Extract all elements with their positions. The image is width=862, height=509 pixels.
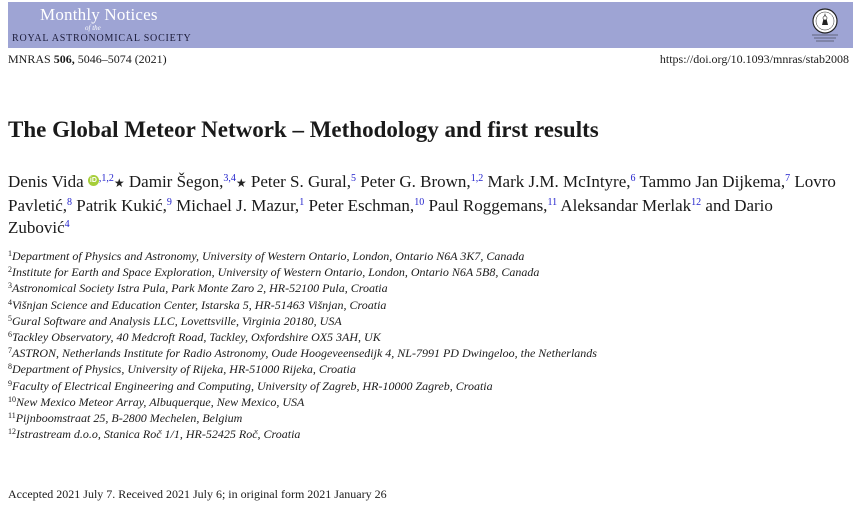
journal-society: ROYAL ASTRONOMICAL SOCIETY bbox=[12, 33, 192, 44]
paper-title: The Global Meteor Network – Methodology and first results bbox=[8, 117, 599, 142]
journal-banner bbox=[8, 2, 853, 48]
affil-number: 3 bbox=[8, 281, 12, 291]
affil-text: Gural Software and Analysis LLC, Lovettsville, Virginia 20180, USA bbox=[12, 313, 342, 328]
author-name[interactable]: Peter G. Brown, bbox=[360, 172, 471, 191]
affil-ref[interactable]: 4 bbox=[64, 219, 70, 230]
affil-number: 1 bbox=[8, 249, 12, 258]
author-name[interactable]: Paul Roggemans, bbox=[428, 195, 548, 215]
affiliation-list bbox=[8, 248, 597, 442]
affil-ref[interactable]: 1,2 bbox=[470, 173, 484, 184]
affil-number: 11 bbox=[8, 410, 16, 420]
journal-name-of: of the bbox=[85, 24, 101, 32]
affil-text: Astronomical Society Istra Pula, Park Monte Zaro 2, HR-52100 Pula, Croatia bbox=[12, 281, 388, 296]
affil-ref[interactable]: 10 bbox=[414, 196, 425, 208]
author-name[interactable]: Denis Vida bbox=[8, 172, 84, 191]
author-name[interactable]: Damir Šegon, bbox=[128, 172, 224, 191]
affiliation bbox=[8, 394, 597, 410]
affil-number: 8 bbox=[8, 362, 12, 372]
author-name[interactable]: Aleksandar Merlak bbox=[560, 195, 692, 215]
affil-number: 4 bbox=[8, 297, 12, 307]
affil-ref[interactable]: 6 bbox=[630, 173, 636, 184]
author-name[interactable]: Mark J.M. McIntyre, bbox=[487, 172, 631, 191]
volume: 506, bbox=[53, 52, 75, 66]
affil-ref[interactable]: 12 bbox=[691, 196, 702, 208]
author-joiner: and bbox=[705, 195, 730, 215]
affil-text: New Mexico Meteor Array, Albuquerque, New Mexico, USA bbox=[16, 394, 305, 409]
affil-text: Institute for Earth and Space Exploration, University of Western Ontario, London, Ontario N6A 5B8, Canada bbox=[12, 265, 540, 280]
doi-link[interactable]: https://doi.org/10.1093/mnras/stab2008 bbox=[659, 52, 849, 66]
author-name[interactable]: Lovro Pavletić, bbox=[8, 172, 836, 215]
author-name[interactable]: Peter S. Gural, bbox=[250, 172, 351, 191]
affil-text: Tackley Observatory, 40 Medcroft Road, Tackley, Oxfordshire OX5 3AH, UK bbox=[12, 329, 381, 344]
affil-text: Faculty of Electrical Engineering and Computing, University of Zagreb, HR-10000 Zagreb, Croatia bbox=[12, 378, 493, 393]
affiliation bbox=[8, 410, 597, 426]
affiliation bbox=[8, 426, 597, 442]
affiliation bbox=[8, 361, 597, 377]
affiliation bbox=[8, 378, 597, 394]
accepted-dates: Accepted 2021 July 7. Received 2021 July 6; in original form 2021 January 26 bbox=[8, 487, 387, 501]
affil-ref[interactable]: 9 bbox=[166, 196, 172, 208]
affil-text: Pijnboomstraat 25, B-2800 Mechelen, Belgium bbox=[15, 410, 243, 425]
pages-year: 5046–5074 (2021) bbox=[77, 52, 167, 66]
affil-number: 12 bbox=[8, 427, 16, 437]
affil-ref[interactable]: 11 bbox=[547, 196, 558, 208]
affil-text: ASTRON, Netherlands Institute for Radio Astronomy, Oude Hoogeveensedijk 4, NL-7991 PD Dwingeloo, the Netherlands bbox=[12, 346, 597, 361]
affil-number: 2 bbox=[8, 265, 12, 275]
affil-number: 10 bbox=[8, 394, 16, 404]
affil-number: 5 bbox=[8, 313, 12, 323]
affil-ref[interactable]: 1 bbox=[299, 196, 305, 208]
affil-text: Istrastream d.o.o, Stanica Roč 1/1, HR-52425 Roč, Croatia bbox=[16, 427, 301, 442]
author-name[interactable]: Tammo Jan Dijkema, bbox=[639, 172, 786, 191]
affil-ref[interactable]: 3,4 bbox=[223, 173, 236, 184]
affil-number: 9 bbox=[8, 378, 12, 388]
ras-seal-icon bbox=[807, 6, 843, 44]
citation bbox=[8, 52, 167, 67]
affil-text: Višnjan Science and Education Center, Istarska 5, HR-51463 Višnjan, Croatia bbox=[12, 297, 387, 312]
author-list bbox=[8, 171, 838, 240]
affiliation bbox=[8, 264, 597, 280]
author-name[interactable]: Dario Zubović bbox=[8, 195, 773, 237]
affil-number: 7 bbox=[8, 346, 12, 356]
journal-abbr: MNRAS bbox=[8, 52, 51, 66]
affil-text: Department of Physics, University of Rijeka, HR-51000 Rijeka, Croatia bbox=[12, 362, 356, 377]
author-name[interactable]: Peter Eschman, bbox=[308, 195, 415, 215]
corresponding-star: ★ bbox=[235, 176, 247, 190]
journal-name: Monthly Notices bbox=[40, 5, 158, 24]
affiliation bbox=[8, 248, 597, 264]
affiliation bbox=[8, 329, 597, 345]
affil-text: Department of Physics and Astronomy, University of Western Ontario, London, Ontario N6A 3K7, Canada bbox=[12, 249, 525, 263]
corresponding-star: ★ bbox=[113, 176, 125, 190]
author-name[interactable]: Patrik Kukić, bbox=[76, 195, 167, 215]
affiliation bbox=[8, 313, 597, 329]
affil-ref[interactable]: 5 bbox=[350, 173, 356, 184]
author-name[interactable]: Michael J. Mazur, bbox=[176, 195, 300, 215]
affil-ref[interactable]: 8 bbox=[67, 196, 73, 208]
affiliation bbox=[8, 297, 597, 313]
affiliation bbox=[8, 280, 597, 296]
affiliation bbox=[8, 345, 597, 361]
affil-ref[interactable]: 7 bbox=[785, 173, 791, 184]
orcid-icon[interactable]: iD bbox=[89, 177, 97, 184]
affil-number: 6 bbox=[8, 329, 12, 339]
affil-ref[interactable]: ,1,2 bbox=[98, 173, 114, 184]
